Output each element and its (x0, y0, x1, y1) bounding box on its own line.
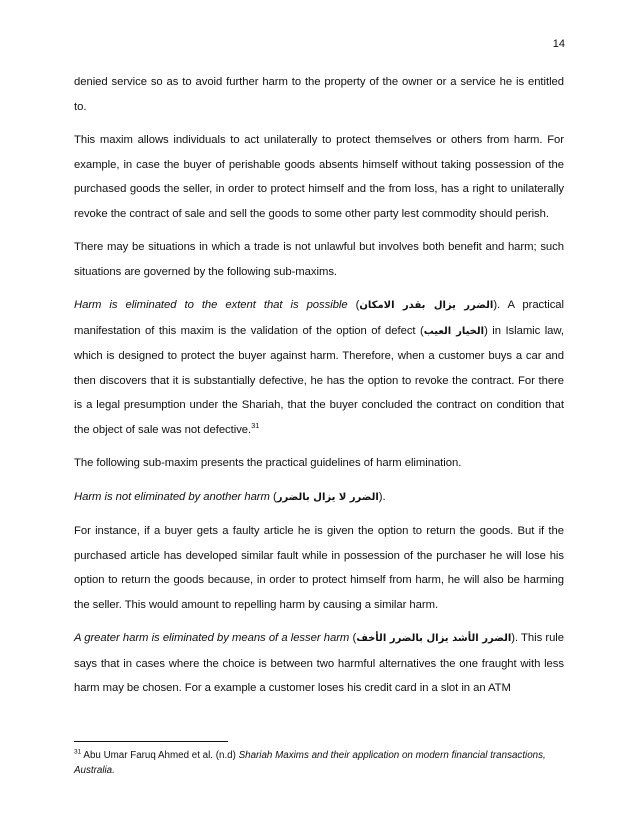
arabic-maxim-1: الضرر يزال بقدر الامكان (359, 300, 494, 311)
paragraph-4-text-2: in Islamic law, which is designed to protect the buyer against harm. Therefore, when a customer buys a car and then discovers that it is substantially defective, he has the option to revoke the contract. For there is a legal presumption under the Shariah, that the buyer concluded the contract on condition that the object of sale was not defective. (74, 324, 564, 436)
footnote-citation: Abu Umar Faruq Ahmed et al. (n.d) (81, 750, 239, 761)
arabic-maxim-2: الضرر لا يزال بالضرر (276, 491, 379, 503)
maxim-heading-1: Harm is eliminated to the extent that is possible (74, 299, 348, 311)
footnote (74, 748, 564, 778)
footnote-title: Shariah Maxims and their application on modern financial transactions, Australia. (74, 750, 546, 776)
paragraph-3: There may be situations in which a trade is not unlawful but involves both benefit and harm; such situations are governed by the following sub-maxims. (74, 241, 564, 278)
paragraph-8-text: . This rule says that in cases where the choice is between two harmful alternatives the one fraught with less harm may be chosen. For a example a customer loses his credit card in a slot in an ATM (74, 632, 565, 694)
arabic-term-option-of-defect: الخيار العيب (423, 325, 485, 337)
maxim-heading-3: A greater harm is eliminated by means of a lesser harm (74, 632, 350, 644)
arabic-maxim-3: الضرر الأشد يزال بالضرر الأخف (356, 633, 512, 644)
paragraph-4-text-1: . A practical manifestation of this maxim is the validation of the option of defect (74, 299, 564, 337)
paragraph-6: Harm is not eliminated by another harm (الضرر لا يزال بالضرر). (74, 490, 386, 503)
paragraph-8: A greater harm is eliminated by means of a lesser harm (الضرر الأشد يزال بالضرر الأخف). This rule says that in cases where the choice is between two harmful alternatives the one fraught with less harm may be chosen. For a example a customer loses his credit card in a slot in an ATM (74, 632, 565, 694)
paragraph-2: This maxim allows individuals to act unilaterally to protect themselves or others from harm. For example, in case the buyer of perishable goods absents himself without taking possession of the purchased goods the seller, in order to protect himself and the from loss, has a right to unilaterally revoke the contract of sale and sell the goods to some other party lest commodity should perish. (74, 134, 564, 220)
paragraph-4: Harm is eliminated to the extent that is possible (الضرر يزال بقدر الامكان). A practical manifestation of this maxim is the validation of the option of defect (الخيار العيب) in Islamic law, which is designed to protect the buyer against harm. Therefore, when a customer buys a car and then discovers that it is substantially defective, he has the option to revoke the contract. For there is a legal presumption under the Shariah, that the buyer concluded the contract on condition that the object of sale was not defective.$^{31}$ (74, 299, 564, 436)
page-number: 14 (552, 38, 565, 50)
maxim-heading-2: Harm is not eliminated by another harm (74, 490, 270, 503)
paragraph-7: For instance, if a buyer gets a faulty article he is given the option to return the goods. But if the purchased article has developed similar fault while in possession of the purchaser he will lose his option to return the goods because, in order to protect himself from harm, he will also be harming the seller. This would amount to repelling harm by causing a similar harm. (74, 525, 564, 611)
paragraph-6-tail: . (382, 490, 386, 503)
footnote-divider (74, 741, 228, 742)
paragraph-1: denied service so as to avoid further harm to the property of the owner or a service he is entitled to. (74, 76, 564, 113)
footnote-number: 31 (74, 748, 82, 756)
footnote-ref-31[interactable]: 31 (251, 420, 260, 430)
page-body (74, 70, 564, 710)
paragraph-5: The following sub-maxim presents the practical guidelines of harm elimination. (74, 457, 462, 469)
